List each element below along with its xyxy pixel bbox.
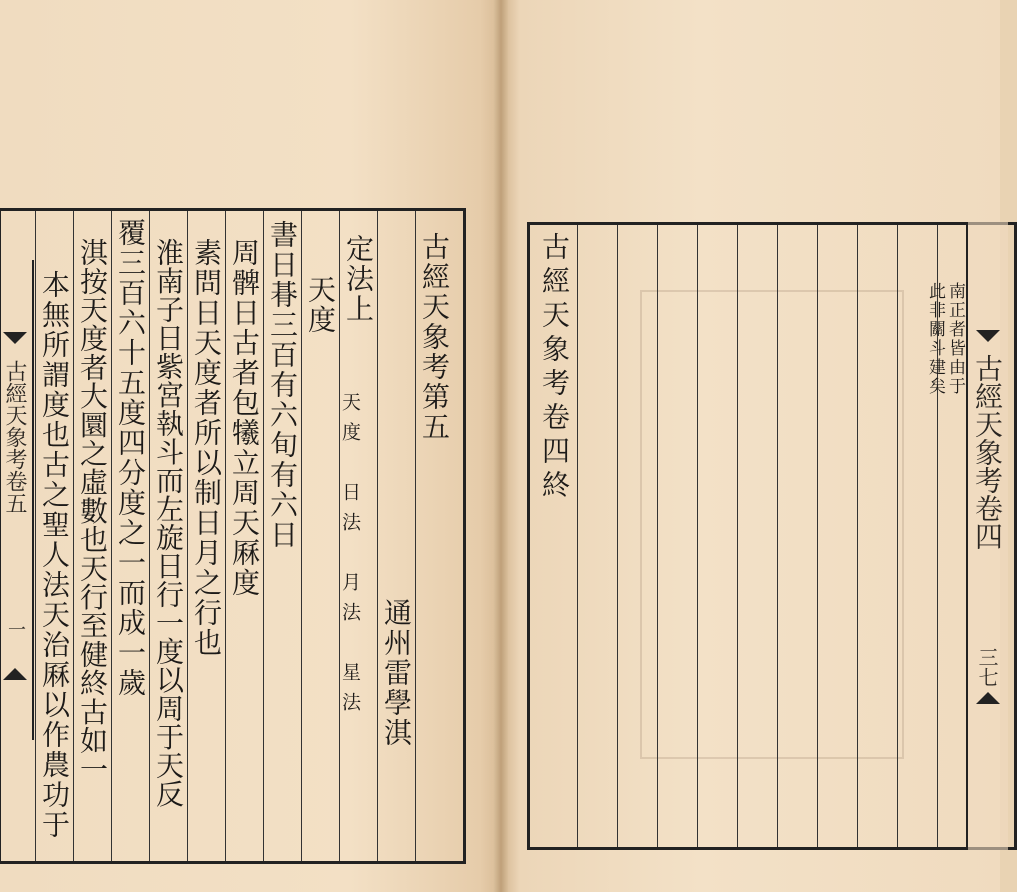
fishtail-mark	[976, 692, 1000, 704]
column-rule	[111, 211, 112, 861]
text-column-end-marker: 古經天象考卷四終	[538, 232, 571, 504]
text-column: 本無所謂度也古之聖人法天治厤以作農功于	[38, 270, 71, 840]
column-rule	[737, 225, 738, 847]
text-column-title: 古經天象考第五	[418, 232, 451, 442]
text-column-note: 南正者皆由于	[945, 282, 965, 396]
column-rule	[897, 225, 898, 847]
text-column: 書日朞三百有六旬有六日	[266, 220, 299, 550]
column-rule	[617, 225, 618, 847]
text-column: 天度	[304, 275, 337, 335]
text-column: 覆三百六十五度四分度之一而成一歲	[114, 218, 147, 698]
fishtail-mark	[3, 332, 27, 344]
fishtail-mark	[976, 330, 1000, 342]
book-gutter	[494, 0, 508, 892]
column-rule	[415, 211, 416, 861]
column-rule	[857, 225, 858, 847]
fishtail-mark	[3, 668, 27, 680]
left-block-heart	[0, 260, 34, 740]
text-column-subsections: 天度 日法 月法 星法	[339, 392, 361, 722]
column-rule	[377, 211, 378, 861]
text-column: 周髀日古者包犧立周天厤度	[228, 238, 261, 598]
column-rule	[697, 225, 698, 847]
text-column-note: 此非關斗建矣	[925, 282, 945, 396]
column-rule	[73, 211, 74, 861]
column-rule	[777, 225, 778, 847]
text-column: 淇按天度者大圜之虛數也天行至健終古如一	[76, 238, 109, 784]
text-column: 素問日天度者所以制日月之行也	[190, 238, 223, 658]
column-rule	[301, 211, 302, 861]
column-rule	[817, 225, 818, 847]
column-rule	[263, 211, 264, 861]
text-column: 淮南子日紫宮執斗而左旋日行一度以周于天反	[152, 238, 185, 808]
column-rule	[657, 225, 658, 847]
margin-title: 古經天象考卷五	[2, 360, 27, 514]
text-column-author: 通州雷學淇	[380, 598, 413, 748]
column-rule	[577, 225, 578, 847]
margin-page-number: 三七	[975, 647, 999, 687]
column-rule	[225, 211, 226, 861]
column-rule	[149, 211, 150, 861]
column-rule	[187, 211, 188, 861]
right-block-heart	[966, 222, 1008, 850]
margin-title: 古經天象考卷四	[971, 354, 1004, 550]
text-column-section: 定法上	[342, 234, 375, 324]
column-rule	[35, 211, 36, 861]
margin-page-number: 一	[5, 620, 26, 638]
